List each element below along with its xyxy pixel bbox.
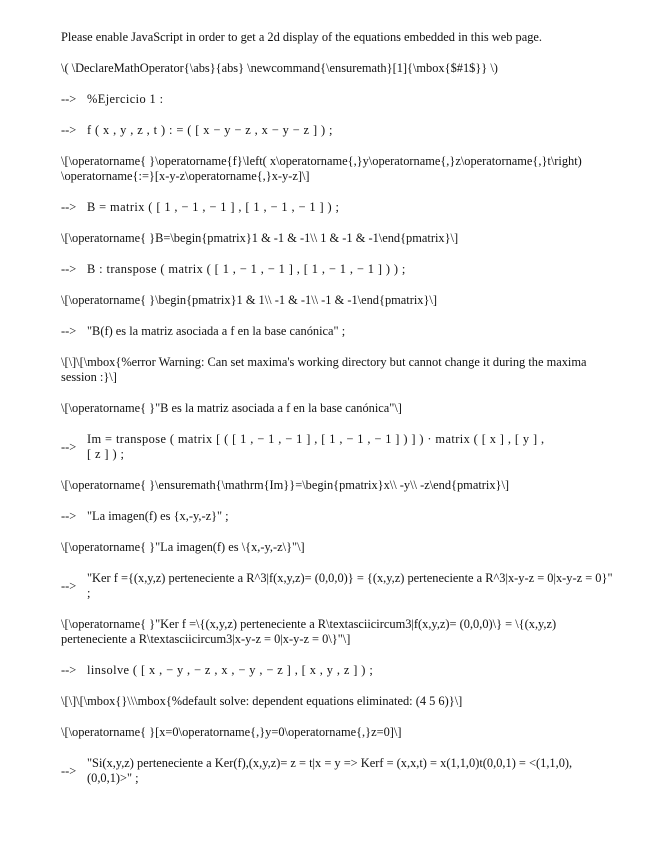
- input-cell: [61, 756, 615, 786]
- input-cell: [61, 92, 615, 107]
- macro-definitions: \( \DeclareMathOperator{\abs}{abs} \newcommand{\ensuremath}[1]{\mbox{$#1$}} \): [61, 61, 498, 75]
- output-cell: \[\]\[\mbox{}\\\mbox{%default solve: dependent equations eliminated: (4 5 6)}\]: [61, 694, 463, 708]
- input-text: B = matrix ( [ 1 , − 1 , − 1 ] , [ 1 , − 1 , − 1 ] ) ;: [87, 200, 340, 214]
- input-text: "La imagen(f) es {x,-y,-z}" ;: [87, 509, 229, 523]
- input-text: "B(f) es la matriz asociada a f en la base canónica" ;: [87, 324, 346, 338]
- input-cell: [61, 262, 615, 277]
- output-cell: \[\operatorname{ }\operatorname{f}\left( x\operatorname{,}y\operatorname{,}z\operatorname{,}t\right) \operatorname{:=}[x-y-z\operatorname{,}x-y-z]\]: [61, 154, 582, 183]
- input-prompt: -->: [61, 324, 77, 338]
- output-cell: \[\]\[\mbox{%error Warning: Can set maxima's working directory but cannot change it during the maxima session :}\]: [61, 355, 587, 384]
- input-text: linsolve ( [ x , − y , − z , x , − y , − z ] , [ x , y , z ] ) ;: [87, 663, 374, 677]
- input-prompt: -->: [61, 123, 77, 137]
- input-cell: [61, 663, 615, 678]
- input-prompt: -->: [61, 663, 77, 677]
- output-cell: \[\operatorname{ }\begin{pmatrix}1 & 1\\ -1 & -1\\ -1 & -1\end{pmatrix}\]: [61, 293, 437, 307]
- input-text: f ( x , y , z , t ) : = ( [ x − y − z , x − y − z ] ) ;: [87, 123, 333, 137]
- input-prompt: -->: [61, 578, 77, 593]
- input-text: "Ker f ={(x,y,z) perteneciente a R^3|f(x,y,z)= (0,0,0)} = {(x,y,z) perteneciente a R^3|x-y-z = 0|x-y-z = 0}" ;: [87, 571, 613, 600]
- input-prompt: -->: [61, 92, 77, 106]
- output-cell: \[\operatorname{ }"Ker f =\{(x,y,z) perteneciente a R\textasciicircum3|f(x,y,z)= (0,0,0)\} = \{(x,y,z) perteneciente a R\textasciicircum3|x-y-z = 0|x-y-z = 0\}"\]: [61, 617, 557, 646]
- input-cell: [61, 324, 615, 339]
- input-text: "Si(x,y,z) perteneciente a Ker(f),(x,y,z)= z = t|x = y => Kerf = (x,x,t) = x(1,1,0)t(0,0,1) = <(1,1,0), (0,0,1)>" ;: [87, 756, 573, 785]
- input-cell: [61, 123, 615, 138]
- input-prompt: -->: [61, 763, 77, 778]
- input-prompt: -->: [61, 439, 77, 454]
- input-text: %Ejercicio 1 :: [87, 92, 164, 106]
- input-text: B : transpose ( matrix ( [ 1 , − 1 , − 1 ] , [ 1 , − 1 , − 1 ] ) ) ;: [87, 262, 406, 276]
- input-text: Im = transpose ( matrix [ ( [ 1 , − 1 , − 1 ] , [ 1 , − 1 , − 1 ] ) ] ) · matrix ( [ x ] , [ y ] , [ z ] ) ;: [87, 432, 545, 461]
- input-cell: [61, 200, 615, 215]
- input-cell: [61, 432, 615, 462]
- input-cell: [61, 509, 615, 524]
- output-cell: \[\operatorname{ }B=\begin{pmatrix}1 & -1 & -1\\ 1 & -1 & -1\end{pmatrix}\]: [61, 231, 459, 245]
- output-cell: \[\operatorname{ }"La imagen(f) es \{x,-y,-z\}"\]: [61, 540, 305, 554]
- input-cell: [61, 571, 615, 601]
- output-cell: \[\operatorname{ }\ensuremath{\mathrm{Im}}=\begin{pmatrix}x\\ -y\\ -z\end{pmatrix}\]: [61, 478, 510, 492]
- input-prompt: -->: [61, 509, 77, 523]
- input-prompt: -->: [61, 200, 77, 214]
- input-prompt: -->: [61, 262, 77, 276]
- output-cell: \[\operatorname{ }"B es la matriz asociada a f en la base canónica"\]: [61, 401, 402, 415]
- output-cell: \[\operatorname{ }[x=0\operatorname{,}y=0\operatorname{,}z=0]\]: [61, 725, 402, 739]
- javascript-notice: Please enable JavaScript in order to get a 2d display of the equations embedded in this web page.: [61, 30, 543, 44]
